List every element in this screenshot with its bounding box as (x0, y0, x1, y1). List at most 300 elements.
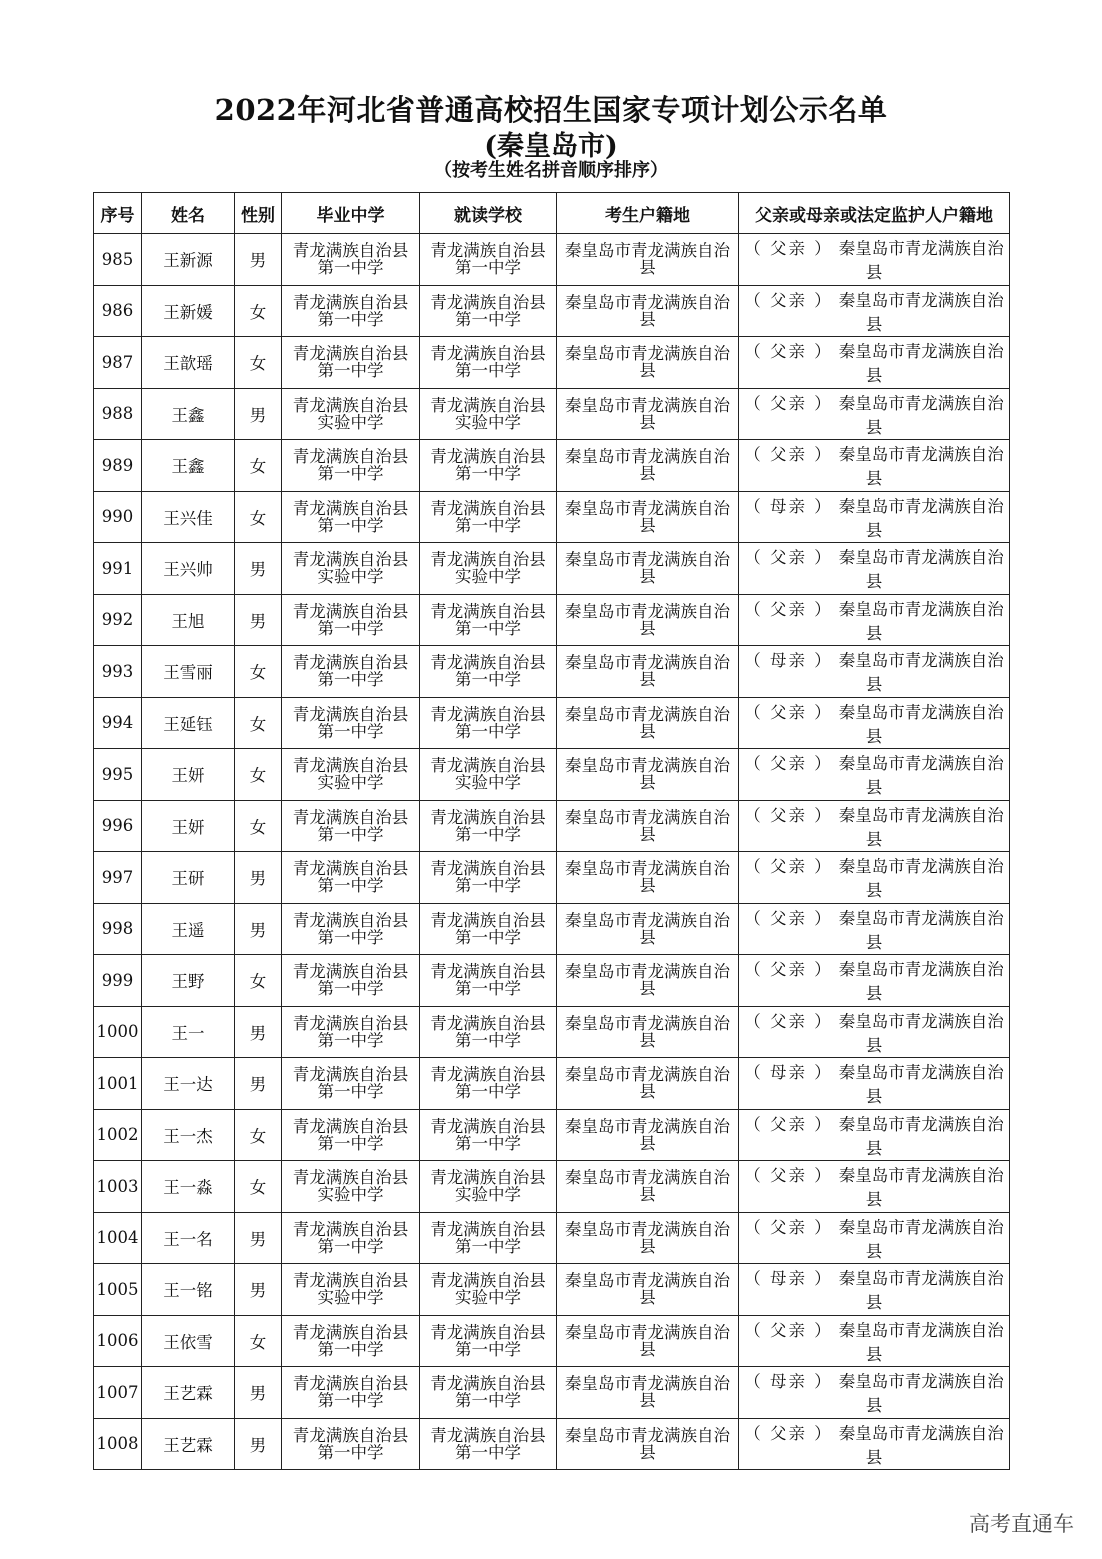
grad-school-line1: 青龙满族自治县 (292, 395, 409, 415)
cell-gender: 女 (235, 697, 282, 749)
cell-hukou (557, 234, 739, 286)
cell-no: 993 (94, 646, 142, 698)
cell-no: 988 (94, 388, 142, 440)
guardian-place: 秦皇岛市青龙满族自治县 (838, 1114, 1004, 1158)
guardian-relation: （ 父亲 ） (744, 290, 833, 310)
cell-study-school (420, 903, 557, 955)
cell-grad-school (282, 1006, 420, 1058)
cell-study-school (420, 388, 557, 440)
guardian-relation: （ 父亲 ） (744, 1320, 833, 1340)
hukou-line2: 县 (639, 515, 656, 535)
study-school-line2: 第一中学 (455, 1391, 521, 1411)
guardian-relation: （ 父亲 ） (744, 1011, 833, 1031)
hukou-line1: 秦皇岛市青龙满族自治 (565, 292, 730, 312)
cell-hukou (557, 1418, 739, 1470)
study-school-line1: 青龙满族自治县 (430, 550, 546, 570)
guardian-relation: （ 父亲 ） (744, 908, 833, 928)
hukou-line2: 县 (639, 1133, 656, 1153)
grad-school-line1: 青龙满族自治县 (292, 1271, 409, 1291)
study-school-line1: 青龙满族自治县 (430, 1425, 546, 1445)
cell-name: 王新媛 (142, 285, 235, 337)
table-header-row (94, 193, 1010, 234)
cell-hukou (557, 903, 739, 955)
table-row (94, 1109, 1010, 1161)
grad-school-line2: 实验中学 (317, 567, 384, 587)
grad-school-line1: 青龙满族自治县 (292, 498, 409, 518)
cell-guardian-hukou (739, 1058, 1010, 1110)
guardian-place: 秦皇岛市青龙满族自治县 (838, 290, 1004, 334)
cell-guardian-hukou (739, 1212, 1010, 1264)
cell-study-school (420, 697, 557, 749)
cell-name: 王艺霖 (142, 1418, 235, 1470)
study-school-line1: 青龙满族自治县 (430, 910, 546, 930)
table-row (94, 1367, 1010, 1419)
cell-name: 王旭 (142, 594, 235, 646)
cell-study-school (420, 234, 557, 286)
cell-gender: 男 (235, 1264, 282, 1316)
hukou-line1: 秦皇岛市青龙满族自治 (565, 756, 730, 776)
hukou-line2: 县 (639, 979, 656, 999)
hukou-line1: 秦皇岛市青龙满族自治 (565, 704, 730, 724)
table-row (94, 1006, 1010, 1058)
table-row (94, 594, 1010, 646)
grad-school-line2: 第一中学 (317, 464, 384, 484)
cell-no: 995 (94, 749, 142, 801)
cell-hukou (557, 749, 739, 801)
hukou-line1: 秦皇岛市青龙满族自治 (565, 550, 730, 570)
study-school-line2: 第一中学 (455, 824, 521, 844)
study-school-line2: 第一中学 (455, 1133, 521, 1153)
guardian-relation: （ 父亲 ） (744, 857, 833, 877)
cell-grad-school (282, 1264, 420, 1316)
guardian-place: 秦皇岛市青龙满族自治县 (838, 908, 1004, 952)
study-school-line1: 青龙满族自治县 (430, 498, 546, 518)
cell-gender: 女 (235, 491, 282, 543)
table-row (94, 800, 1010, 852)
header-guardian-hukou: 父亲或母亲或法定监护人户籍地 (739, 193, 1010, 234)
cell-grad-school (282, 1315, 420, 1367)
grad-school-line1: 青龙满族自治县 (292, 1374, 409, 1394)
guardian-place: 秦皇岛市青龙满族自治县 (838, 1269, 1004, 1313)
hukou-line1: 秦皇岛市青龙满族自治 (565, 498, 730, 518)
hukou-line2: 县 (639, 361, 656, 381)
cell-no: 999 (94, 955, 142, 1007)
guardian-place: 秦皇岛市青龙满族自治县 (838, 1423, 1004, 1467)
cell-gender: 男 (235, 1367, 282, 1419)
cell-guardian-hukou (739, 800, 1010, 852)
cell-name: 王延钰 (142, 697, 235, 749)
header-no: 序号 (94, 193, 142, 234)
cell-guardian-hukou (739, 852, 1010, 904)
study-school-line1: 青龙满族自治县 (430, 962, 546, 982)
guardian-relation: （ 父亲 ） (744, 342, 833, 362)
cell-hukou (557, 1006, 739, 1058)
cell-hukou (557, 594, 739, 646)
cell-no: 985 (94, 234, 142, 286)
study-school-line2: 第一中学 (455, 361, 521, 381)
cell-name: 王鑫 (142, 440, 235, 492)
guardian-place: 秦皇岛市青龙满族自治县 (838, 702, 1004, 746)
cell-grad-school (282, 594, 420, 646)
hukou-line2: 县 (639, 773, 656, 793)
cell-no: 994 (94, 697, 142, 749)
grad-school-line1: 青龙满族自治县 (292, 704, 409, 724)
guardian-place: 秦皇岛市青龙满族自治县 (838, 805, 1004, 849)
study-school-line1: 青龙满族自治县 (430, 807, 546, 827)
table-row (94, 749, 1010, 801)
hukou-line1: 秦皇岛市青龙满族自治 (565, 1013, 730, 1033)
cell-no: 1003 (94, 1161, 142, 1213)
cell-grad-school (282, 1109, 420, 1161)
table-row (94, 903, 1010, 955)
cell-guardian-hukou (739, 543, 1010, 595)
hukou-line2: 县 (639, 670, 656, 690)
cell-grad-school (282, 1367, 420, 1419)
cell-gender: 女 (235, 800, 282, 852)
grad-school-line2: 实验中学 (317, 412, 384, 432)
grad-school-line1: 青龙满族自治县 (292, 550, 409, 570)
cell-study-school (420, 955, 557, 1007)
cell-hukou (557, 440, 739, 492)
guardian-relation: （ 父亲 ） (744, 445, 833, 465)
cell-grad-school (282, 697, 420, 749)
cell-study-school (420, 285, 557, 337)
study-school-line2: 第一中学 (455, 876, 521, 896)
study-school-line1: 青龙满族自治县 (430, 1322, 546, 1342)
header-hukou: 考生户籍地 (557, 193, 739, 234)
cell-grad-school (282, 1212, 420, 1264)
cell-hukou (557, 800, 739, 852)
study-school-line2: 第一中学 (455, 979, 521, 999)
study-school-line1: 青龙满族自治县 (430, 859, 546, 879)
cell-grad-school (282, 852, 420, 904)
study-school-line1: 青龙满族自治县 (430, 344, 546, 364)
guardian-place: 秦皇岛市青龙满族自治县 (838, 857, 1004, 901)
guardian-relation: （ 父亲 ） (744, 1166, 833, 1186)
hukou-line1: 秦皇岛市青龙满族自治 (565, 1065, 730, 1085)
table-row (94, 852, 1010, 904)
grad-school-line2: 实验中学 (317, 1288, 384, 1308)
cell-hukou (557, 543, 739, 595)
grad-school-line1: 青龙满族自治县 (292, 859, 409, 879)
grad-school-line2: 第一中学 (317, 1133, 384, 1153)
guardian-place: 秦皇岛市青龙满族自治县 (838, 393, 1004, 437)
cell-study-school (420, 491, 557, 543)
study-school-line2: 第一中学 (455, 721, 521, 741)
table-row (94, 1418, 1010, 1470)
guardian-relation: （ 父亲 ） (744, 599, 833, 619)
grad-school-line1: 青龙满族自治县 (292, 807, 409, 827)
cell-grad-school (282, 800, 420, 852)
table-row (94, 285, 1010, 337)
cell-guardian-hukou (739, 1367, 1010, 1419)
cell-grad-school (282, 491, 420, 543)
cell-name: 王妍 (142, 749, 235, 801)
cell-name: 王雪丽 (142, 646, 235, 698)
cell-grad-school (282, 1058, 420, 1110)
cell-name: 王新源 (142, 234, 235, 286)
cell-gender: 男 (235, 903, 282, 955)
study-school-line2: 实验中学 (455, 412, 521, 432)
study-school-line2: 实验中学 (455, 567, 521, 587)
study-school-line2: 实验中学 (455, 1185, 521, 1205)
cell-no: 1006 (94, 1315, 142, 1367)
cell-guardian-hukou (739, 955, 1010, 1007)
cell-grad-school (282, 1418, 420, 1470)
grad-school-line2: 第一中学 (317, 309, 384, 329)
cell-hukou (557, 388, 739, 440)
cell-gender: 男 (235, 594, 282, 646)
guardian-place: 秦皇岛市青龙满族自治县 (838, 1011, 1004, 1055)
table-row (94, 1161, 1010, 1213)
cell-no: 996 (94, 800, 142, 852)
study-school-line1: 青龙满族自治县 (430, 447, 546, 467)
hukou-line1: 秦皇岛市青龙满族自治 (565, 241, 730, 261)
grad-school-line1: 青龙满族自治县 (292, 1219, 409, 1239)
cell-name: 王一名 (142, 1212, 235, 1264)
watermark: 高考直通车 (969, 1512, 1074, 1536)
table-row (94, 491, 1010, 543)
header-gender: 性别 (235, 193, 282, 234)
cell-no: 987 (94, 337, 142, 389)
guardian-relation: （ 父亲 ） (744, 1423, 833, 1443)
cell-gender: 女 (235, 749, 282, 801)
guardian-relation: （ 父亲 ） (744, 548, 833, 568)
grad-school-line2: 第一中学 (317, 618, 384, 638)
cell-guardian-hukou (739, 285, 1010, 337)
study-school-line1: 青龙满族自治县 (430, 1374, 546, 1394)
study-school-line1: 青龙满族自治县 (430, 1168, 546, 1188)
hukou-line2: 县 (639, 1339, 656, 1359)
study-school-line2: 第一中学 (455, 515, 521, 535)
hukou-line1: 秦皇岛市青龙满族自治 (565, 653, 730, 673)
hukou-line2: 县 (639, 1442, 656, 1462)
header-name: 姓名 (142, 193, 235, 234)
study-school-line1: 青龙满族自治县 (430, 1271, 546, 1291)
cell-gender: 男 (235, 234, 282, 286)
cell-hukou (557, 646, 739, 698)
cell-guardian-hukou (739, 903, 1010, 955)
table-row (94, 543, 1010, 595)
cell-name: 王一杰 (142, 1109, 235, 1161)
cell-study-school (420, 1367, 557, 1419)
cell-gender: 女 (235, 955, 282, 1007)
cell-hukou (557, 1109, 739, 1161)
hukou-line2: 县 (639, 412, 656, 432)
cell-hukou (557, 852, 739, 904)
cell-hukou (557, 1367, 739, 1419)
cell-guardian-hukou (739, 337, 1010, 389)
cell-gender: 女 (235, 285, 282, 337)
grad-school-line1: 青龙满族自治县 (292, 1116, 409, 1136)
guardian-place: 秦皇岛市青龙满族自治县 (838, 754, 1004, 798)
cell-grad-school (282, 234, 420, 286)
hukou-line2: 县 (639, 309, 656, 329)
study-school-line2: 第一中学 (455, 464, 521, 484)
cell-guardian-hukou (739, 1418, 1010, 1470)
study-school-line2: 第一中学 (455, 1442, 521, 1462)
guardian-place: 秦皇岛市青龙满族自治县 (838, 1063, 1004, 1107)
cell-no: 990 (94, 491, 142, 543)
cell-no: 1001 (94, 1058, 142, 1110)
guardian-relation: （ 父亲 ） (744, 239, 833, 259)
page-subtitle-city: (秦皇岛市) (484, 131, 618, 162)
cell-gender: 男 (235, 852, 282, 904)
cell-study-school (420, 1264, 557, 1316)
guardian-relation: （ 母亲 ） (744, 651, 833, 671)
hukou-line2: 县 (639, 1288, 656, 1308)
grad-school-line2: 第一中学 (317, 721, 384, 741)
hukou-line1: 秦皇岛市青龙满族自治 (565, 807, 730, 827)
guardian-relation: （ 母亲 ） (744, 1269, 833, 1289)
grad-school-line2: 第一中学 (317, 927, 384, 947)
grad-school-line2: 第一中学 (317, 979, 384, 999)
study-school-line1: 青龙满族自治县 (430, 1116, 546, 1136)
cell-study-school (420, 800, 557, 852)
page-title: 2022年河北省普通高校招生国家专项计划公示名单 (214, 93, 888, 127)
study-school-line1: 青龙满族自治县 (430, 704, 546, 724)
grad-school-line2: 第一中学 (317, 670, 384, 690)
cell-no: 986 (94, 285, 142, 337)
cell-name: 王一铭 (142, 1264, 235, 1316)
cell-study-school (420, 1006, 557, 1058)
grad-school-line1: 青龙满族自治县 (292, 962, 409, 982)
study-school-line2: 第一中学 (455, 1339, 521, 1359)
hukou-line2: 县 (639, 1185, 656, 1205)
cell-study-school (420, 440, 557, 492)
guardian-place: 秦皇岛市青龙满族自治县 (838, 548, 1004, 592)
hukou-line1: 秦皇岛市青龙满族自治 (565, 1322, 730, 1342)
cell-name: 王一 (142, 1006, 235, 1058)
grad-school-line2: 第一中学 (317, 361, 384, 381)
hukou-line2: 县 (639, 927, 656, 947)
cell-study-school (420, 749, 557, 801)
cell-hukou (557, 285, 739, 337)
cell-study-school (420, 1161, 557, 1213)
cell-grad-school (282, 440, 420, 492)
cell-guardian-hukou (739, 388, 1010, 440)
cell-gender: 男 (235, 1418, 282, 1470)
guardian-relation: （ 母亲 ） (744, 1372, 833, 1392)
cell-name: 王一达 (142, 1058, 235, 1110)
cell-name: 王依雪 (142, 1315, 235, 1367)
cell-gender: 女 (235, 1161, 282, 1213)
hukou-line2: 县 (639, 1391, 656, 1411)
grad-school-line1: 青龙满族自治县 (292, 653, 409, 673)
cell-no: 998 (94, 903, 142, 955)
hukou-line1: 秦皇岛市青龙满族自治 (565, 910, 730, 930)
cell-study-school (420, 646, 557, 698)
cell-guardian-hukou (739, 1264, 1010, 1316)
study-school-line2: 实验中学 (455, 773, 521, 793)
grad-school-line1: 青龙满族自治县 (292, 241, 409, 261)
cell-no: 1002 (94, 1109, 142, 1161)
cell-guardian-hukou (739, 440, 1010, 492)
guardian-relation: （ 父亲 ） (744, 1217, 833, 1237)
guardian-relation: （ 母亲 ） (744, 496, 833, 516)
cell-study-school (420, 1058, 557, 1110)
cell-name: 王艺霖 (142, 1367, 235, 1419)
grad-school-line2: 第一中学 (317, 1082, 384, 1102)
table-row (94, 646, 1010, 698)
cell-no: 989 (94, 440, 142, 492)
hukou-line2: 县 (639, 567, 656, 587)
cell-grad-school (282, 749, 420, 801)
guardian-place: 秦皇岛市青龙满族自治县 (838, 599, 1004, 643)
grad-school-line1: 青龙满族自治县 (292, 1065, 409, 1085)
header-study-school: 就读学校 (420, 193, 557, 234)
hukou-line1: 秦皇岛市青龙满族自治 (565, 395, 730, 415)
table-row (94, 697, 1010, 749)
cell-name: 王鑫 (142, 388, 235, 440)
cell-name: 王遥 (142, 903, 235, 955)
study-school-line2: 第一中学 (455, 258, 521, 278)
cell-grad-school (282, 543, 420, 595)
guardian-place: 秦皇岛市青龙满族自治县 (838, 1166, 1004, 1210)
hukou-line1: 秦皇岛市青龙满族自治 (565, 1168, 730, 1188)
cell-guardian-hukou (739, 697, 1010, 749)
grad-school-line2: 第一中学 (317, 1391, 384, 1411)
cell-no: 1007 (94, 1367, 142, 1419)
grad-school-line2: 第一中学 (317, 824, 384, 844)
hukou-line1: 秦皇岛市青龙满族自治 (565, 1425, 730, 1445)
cell-gender: 女 (235, 337, 282, 389)
cell-grad-school (282, 388, 420, 440)
grad-school-line2: 第一中学 (317, 515, 384, 535)
roster-table (93, 192, 1010, 1470)
study-school-line1: 青龙满族自治县 (430, 653, 546, 673)
guardian-place: 秦皇岛市青龙满族自治县 (838, 651, 1004, 695)
study-school-line2: 第一中学 (455, 927, 521, 947)
grad-school-line2: 第一中学 (317, 876, 384, 896)
grad-school-line2: 第一中学 (317, 1030, 384, 1050)
study-school-line2: 第一中学 (455, 1082, 521, 1102)
cell-study-school (420, 594, 557, 646)
cell-guardian-hukou (739, 1161, 1010, 1213)
table-row (94, 388, 1010, 440)
cell-no: 992 (94, 594, 142, 646)
grad-school-line2: 第一中学 (317, 1236, 384, 1256)
cell-hukou (557, 491, 739, 543)
guardian-place: 秦皇岛市青龙满族自治县 (838, 342, 1004, 386)
hukou-line1: 秦皇岛市青龙满族自治 (565, 601, 730, 621)
study-school-line2: 第一中学 (455, 1236, 521, 1256)
guardian-place: 秦皇岛市青龙满族自治县 (838, 496, 1004, 540)
cell-grad-school (282, 285, 420, 337)
cell-study-school (420, 1109, 557, 1161)
cell-no: 991 (94, 543, 142, 595)
cell-no: 1005 (94, 1264, 142, 1316)
study-school-line1: 青龙满族自治县 (430, 1219, 546, 1239)
cell-gender: 女 (235, 646, 282, 698)
cell-guardian-hukou (739, 1315, 1010, 1367)
study-school-line1: 青龙满族自治县 (430, 395, 546, 415)
study-school-line1: 青龙满族自治县 (430, 241, 546, 261)
cell-name: 王兴帅 (142, 543, 235, 595)
study-school-line1: 青龙满族自治县 (430, 1013, 546, 1033)
hukou-line1: 秦皇岛市青龙满族自治 (565, 447, 730, 467)
cell-no: 1004 (94, 1212, 142, 1264)
hukou-line2: 县 (639, 1030, 656, 1050)
guardian-relation: （ 父亲 ） (744, 805, 833, 825)
grad-school-line1: 青龙满族自治县 (292, 344, 409, 364)
cell-study-school (420, 1315, 557, 1367)
grad-school-line1: 青龙满族自治县 (292, 447, 409, 467)
guardian-relation: （ 父亲 ） (744, 702, 833, 722)
cell-name: 王一淼 (142, 1161, 235, 1213)
cell-study-school (420, 852, 557, 904)
cell-guardian-hukou (739, 646, 1010, 698)
